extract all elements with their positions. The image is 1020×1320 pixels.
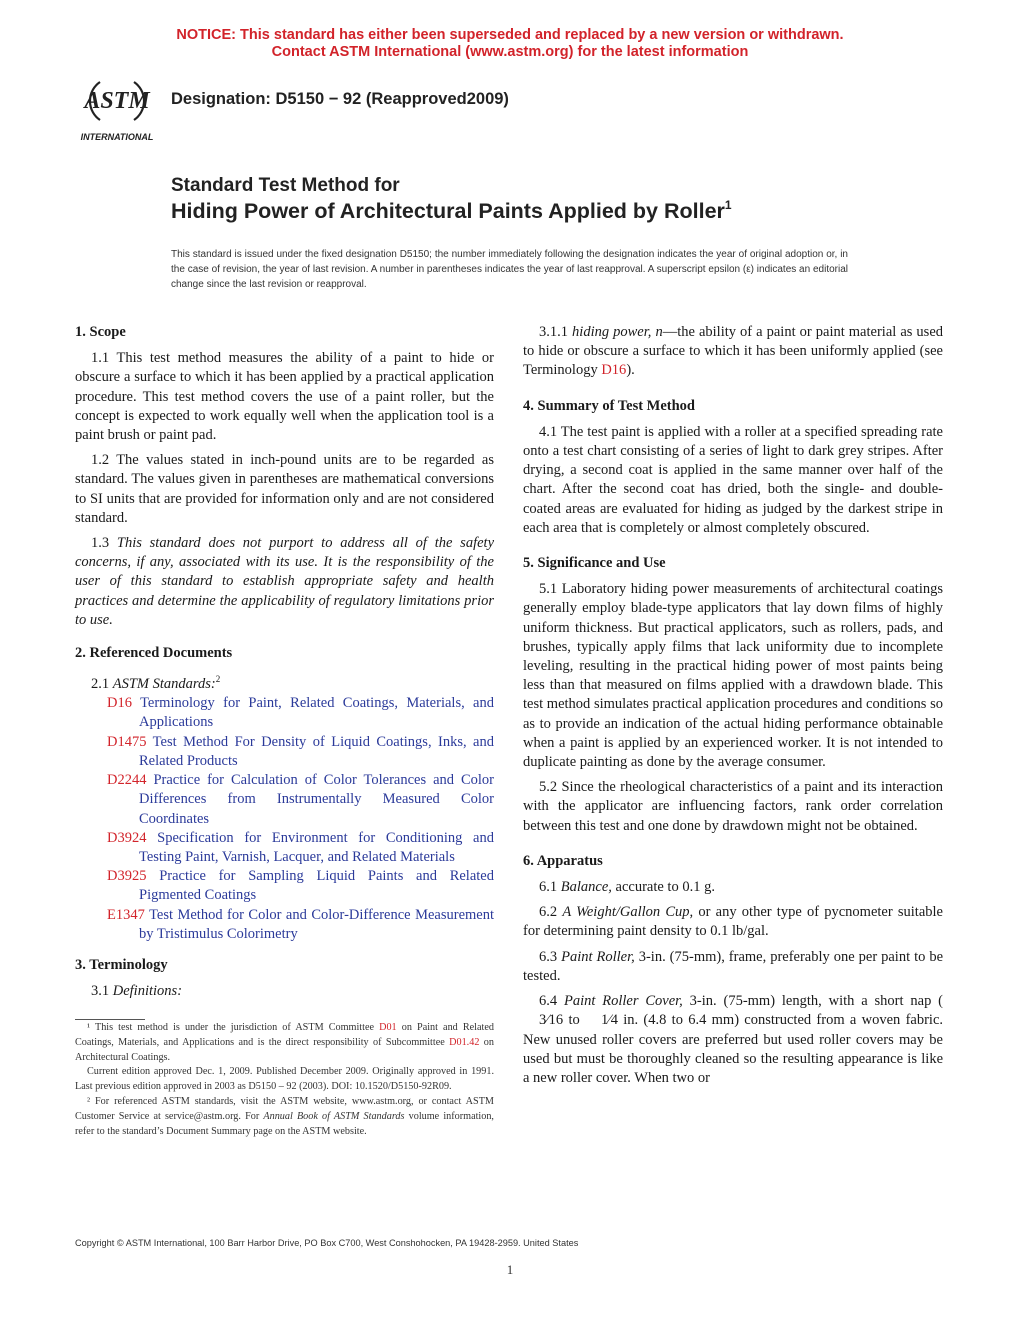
paragraph-6-2-number: 6.2 bbox=[539, 904, 563, 921]
left-column bbox=[75, 323, 494, 1007]
footnote-2-italic: Annual Book of ASTM Standards bbox=[263, 1110, 405, 1122]
title-line-2 bbox=[171, 198, 732, 224]
paragraph-3-1-1 bbox=[523, 323, 943, 381]
copyright-notice: Copyright © ASTM International, 100 Barr Harbor Drive, PO Box C700, West Conshohocken, PA 19428-2959. United States bbox=[75, 1238, 579, 1248]
paragraph-6-4-number: 6.4 bbox=[539, 993, 564, 1010]
paragraph-2-1-number: 2.1 bbox=[91, 676, 113, 693]
paragraph-5-1: 5.1 Laboratory hiding power measurements of architectural coatings generally employ blade-type applicators that lay down films of highly uniform thickness. But practical applicators, such as rollers, pads, and brushes, typically apply films that lack uniformity due to incomplete leveling, resulting in the practical hiding power of most paints being less than that measured on films applied with a drawdown blade. This test method simulates practical application procedures and conditions so as to provide an indication of the actual hiding performance obtainable when a paint is applied by an experienced worker. It is not intended to duplicate painting as done by the average consumer. bbox=[523, 581, 943, 771]
footnote-1-text-a: ¹ This test method is under the jurisdiction of ASTM Committee bbox=[87, 1022, 380, 1033]
title-main: Hiding Power of Architectural Paints Applied by Roller bbox=[171, 199, 725, 223]
paragraph-6-4-to: to bbox=[563, 1012, 586, 1029]
paragraph-1-3-text: This standard does not purport to address all of the safety concerns, if any, associated with its use. It is the responsibility of the user of this standard to establish appropriate safety and health practices and determine the applicability of regulatory limitations prior to use. bbox=[75, 535, 495, 628]
title-line-1: Standard Test Method for bbox=[171, 175, 400, 196]
paragraph-3-1-number: 3.1 bbox=[91, 983, 113, 1000]
logo-letters: ASTM bbox=[84, 88, 150, 114]
paragraph-1-2: 1.2 The values stated in inch-pound units are to be regarded as standard. The values given in parentheses are mathematical conversions to SI units that are provided for information only and are not considered standard. bbox=[75, 452, 494, 526]
paragraph-2-1 bbox=[75, 670, 494, 694]
fraction-3-16: 3⁄16 bbox=[539, 1012, 564, 1029]
paragraph-6-2 bbox=[523, 903, 943, 941]
reference-code[interactable]: D2244 bbox=[107, 772, 147, 789]
paragraph-6-2-text: or any other type of pycnometer suitable for determining paint density to 0.1 lb/gal. bbox=[523, 904, 943, 940]
paragraph-3-1-1-end: ). bbox=[626, 362, 635, 379]
section-heading-apparatus: 6. Apparatus bbox=[523, 852, 603, 869]
notice-banner bbox=[0, 27, 1020, 61]
page-number: 1 bbox=[506, 1262, 514, 1277]
paragraph-2-1-text: ASTM Standards: bbox=[112, 676, 216, 693]
reference-d3924[interactable] bbox=[107, 829, 494, 867]
section-heading-significance: 5. Significance and Use bbox=[523, 555, 666, 572]
d16-link[interactable]: D16 bbox=[601, 362, 627, 379]
paragraph-6-4-text-b: in. (4.8 to 6.4 mm) constructed from a woven fabric. New unused roller covers are preferred but used roller covers may be used but must be thoroughly cleaned so the resulting appearance is like a new roller cover. When two or bbox=[523, 1012, 943, 1086]
fraction-1-4: 1⁄4 bbox=[601, 1012, 618, 1029]
footnote-1-text-b: on Paint and Related Coatings, Materials, and Applications and is the direct responsibility of Subcommittee bbox=[75, 1022, 494, 1048]
section-heading-summary: 4. Summary of Test Method bbox=[523, 397, 695, 414]
reference-list bbox=[75, 694, 494, 944]
paragraph-1-1: 1.1 This test method measures the ability of a paint to hide or obscure a surface to which it has been applied by a practical application procedure. This test method covers the use of a paint roller, but the concept is expected to work equally well when the application tool is a paint brush or paint pad. bbox=[75, 350, 494, 444]
paragraph-6-1 bbox=[523, 878, 943, 897]
footnote-divider bbox=[75, 1019, 145, 1020]
designation: Designation: D5150 − 92 (Reapproved2009) bbox=[171, 90, 509, 108]
reference-e1347[interactable] bbox=[107, 906, 494, 944]
footnotes bbox=[75, 1021, 494, 1139]
footnote-2-text-b: volume information, refer to the standard’s Document Summary page on the ASTM website. bbox=[75, 1110, 494, 1137]
right-column bbox=[523, 323, 943, 1094]
reference-title[interactable]: Specification for Environment for Conditioning and Testing Paint, Varnish, Lacquer, and Related Materials bbox=[139, 829, 494, 865]
reference-d2244[interactable] bbox=[107, 771, 494, 829]
notice-line-1: NOTICE: This standard has either been superseded and replaced by a new version or withdrawn. bbox=[176, 27, 844, 43]
paragraph-3-1-text: Definitions: bbox=[112, 983, 183, 1000]
reference-title[interactable]: Practice for Sampling Liquid Paints and Related Pigmented Coatings bbox=[139, 868, 494, 904]
paragraph-3-1-1-text: —the ability of a paint or paint material as used to hide or obscure a surface to which it has been uniformly applied (see Terminology bbox=[523, 324, 944, 379]
reference-code[interactable]: D1475 bbox=[107, 733, 147, 750]
footnote-1-text-c: on Architectural Coatings. bbox=[75, 1036, 494, 1063]
paragraph-6-3-term: Paint Roller, bbox=[561, 948, 635, 965]
section-heading-terminology: 3. Terminology bbox=[75, 956, 168, 973]
astm-logo-icon bbox=[74, 70, 160, 144]
footnote-2 bbox=[75, 1095, 494, 1139]
paragraph-6-1-term: Balance, bbox=[560, 879, 612, 896]
notice-line-2: Contact ASTM International (www.astm.org) for the latest information bbox=[271, 44, 749, 60]
paragraph-6-3 bbox=[523, 948, 943, 986]
logo-subtext: INTERNATIONAL bbox=[80, 132, 154, 142]
paragraph-4-1: 4.1 The test paint is applied with a roller at a specified spreading rate onto a test chart consisting of a series of light to dark grey stripes. After drying, a second coat is applied in the same manner over half of the chart. After the second coat has dried, both the single- and double-coated areas are evaluated for hiding as judged by the darkest stripe in each area that is completely or almost completely obscured. bbox=[523, 423, 943, 536]
footnote-2-text-a: ² For referenced ASTM standards, visit the ASTM website, www.astm.org, or contact ASTM Customer Service at service@astm.org. For bbox=[75, 1095, 494, 1122]
paragraph-2-1-footnote: 2 bbox=[215, 674, 221, 685]
section-heading-scope: 1. Scope bbox=[75, 324, 126, 340]
footnote-1 bbox=[75, 1021, 494, 1065]
paragraph-6-1-text: accurate to 0.1 g. bbox=[611, 879, 715, 896]
reference-title[interactable]: Practice for Calculation of Color Tolerances and Color Differences from Instrumentally Measured Color Coordinates bbox=[139, 772, 494, 827]
issuance-note: This standard is issued under the fixed designation D5150; the number immediately following the designation indicates the year of original adoption or, in the case of revision, the year of last revision. A number in parentheses indicates the year of last reapproval. A superscript epsilon (ε) indicates an editorial change since the last revision or reapproval. bbox=[171, 249, 848, 290]
paragraph-1-3-number: 1.3 bbox=[91, 535, 117, 552]
paragraph-5-2: 5.2 Since the rheological characteristics of a paint and its interaction with the applicator are influencing factors, rank order correlation between this test and one done by drawdown might not be obtained. bbox=[523, 779, 943, 834]
committee-link[interactable]: D01 bbox=[379, 1022, 397, 1033]
footnote-edition: Current edition approved Dec. 1, 2009. Published December 2009. Originally approved in 1991. Last previous edition approved in 2003 as D5150 – 92 (2003). DOI: 10.1520/D5150-92R09. bbox=[75, 1066, 494, 1093]
reference-code[interactable]: D16 bbox=[107, 695, 132, 712]
reference-title[interactable]: Terminology for Paint, Related Coatings, Materials, and Applications bbox=[131, 695, 494, 731]
reference-title[interactable]: Test Method for Color and Color-Difference Measurement by Tristimulus Colorimetry bbox=[139, 906, 494, 942]
reference-code[interactable]: D3925 bbox=[107, 868, 147, 885]
paragraph-6-4-text-a: 3-in. (75-mm) length, with a short nap ( bbox=[682, 993, 944, 1010]
paragraph-1-3 bbox=[75, 534, 494, 630]
paragraph-6-1-number: 6.1 bbox=[539, 879, 561, 896]
paragraph-6-3-number: 6.3 bbox=[539, 948, 562, 965]
paragraph-6-4 bbox=[523, 992, 943, 1088]
section-heading-referenced-documents: 2. Referenced Documents bbox=[75, 645, 233, 662]
subcommittee-link[interactable]: D01.42 bbox=[449, 1036, 480, 1048]
reference-code[interactable]: D3924 bbox=[107, 829, 147, 846]
title-footnote-marker: 1 bbox=[724, 198, 732, 212]
paragraph-6-2-term: A Weight/Gallon Cup, bbox=[562, 904, 694, 921]
reference-code[interactable]: E1347 bbox=[107, 906, 145, 923]
paragraph-3-1-1-term: hiding power, n bbox=[572, 324, 663, 340]
paragraph-3-1-1-number: 3.1.1 bbox=[539, 324, 573, 340]
paragraph-6-4-term: Paint Roller Cover, bbox=[563, 993, 683, 1010]
paragraph-3-1 bbox=[75, 982, 494, 1001]
reference-d16[interactable] bbox=[107, 694, 494, 732]
reference-d3925[interactable] bbox=[107, 867, 494, 905]
reference-title[interactable]: Test Method For Density of Liquid Coatings, Inks, and Related Products bbox=[139, 733, 494, 769]
paragraph-6-3-text: 3-in. (75-mm), frame, preferably one per paint to be tested. bbox=[523, 948, 944, 984]
reference-d1475[interactable] bbox=[107, 733, 494, 771]
